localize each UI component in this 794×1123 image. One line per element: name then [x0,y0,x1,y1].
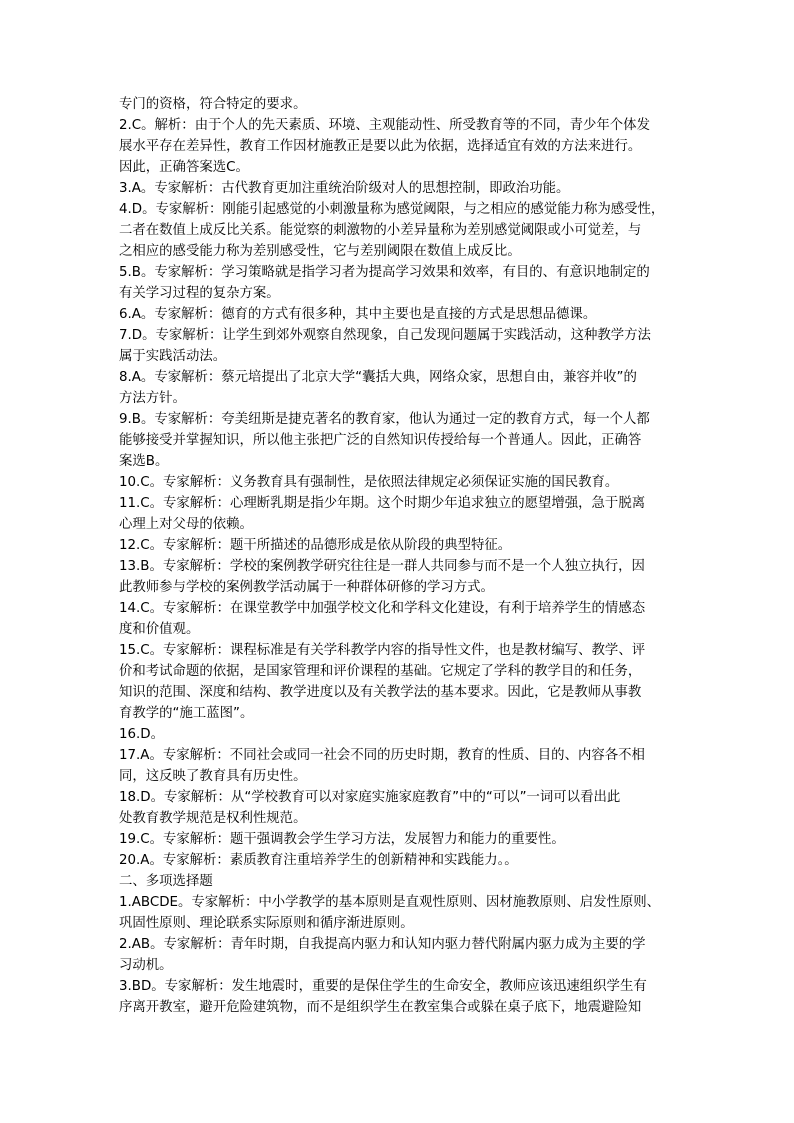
document-page [119,94,685,1018]
text-line: 习动机。 [119,958,173,973]
answer-11-c: 11.C。专家解析：心理断乳期是指少年期。这个时期少年追求独立的愿望增强，急于脱离 [119,496,646,511]
text-line: 此教师参与学校的案例教学活动属于一种群体研修的学习方式。 [119,580,494,595]
text-line: 度和价值观。 [119,622,200,637]
answer-5-b: 5.B。专家解析：学习策略就是指学习者为提高学习效果和效率，有目的、有意识地制定的 [119,265,650,280]
section-heading-multiple-choice: 二、多项选择题 [119,874,213,889]
answer-mc-1-abcde: 1.ABCDE。专家解析：中小学教学的基本原则是直观性原则、因材施教原则、启发性原则、 [119,895,661,910]
answer-10-c: 10.C。专家解析：义务教育具有强制性，是依照法律规定必须保证实施的国民教育。 [119,475,619,490]
text-line: 方法方针。 [119,391,186,406]
text-line: 二者在数值上成反比关系。能觉察的刺激物的小差异量称为差别感觉阈限或小可觉差，与 [119,223,642,238]
answer-15-c: 15.C。专家解析：课程标准是有关学科教学内容的指导性文件，也是教材编写、教学、评 [119,643,646,658]
answer-3-a: 3.A。专家解析：古代教育更加注重统治阶级对人的思想控制，即政治功能。 [119,181,570,196]
answer-19-c: 19.C。专家解析：题干强调教会学生学习方法，发展智力和能力的重要性。 [119,832,565,847]
answer-mc-2-ab: 2.AB。专家解析：青年时期，自我提高内驱力和认知内驱力替代附属内驱力成为主要的学 [119,937,646,952]
answer-4-d: 4.D。专家解析：刚能引起感觉的小刺激量称为感觉阈限，与之相应的感觉能力称为感受性， [119,202,665,217]
text-line: 案选B。 [119,454,169,469]
text-line: 价和考试命题的依据，是国家管理和评价课程的基础。它规定了学科的教学目的和任务， [119,664,642,679]
text-line: 育教学的“施工蓝图”。 [119,706,254,721]
text-line: 因此，正确答案选C。 [119,160,249,175]
text-line: 有关学习过程的复杂方案。 [119,286,280,301]
answer-18-d: 18.D。专家解析：从“学校教育可以对家庭实施家庭教育”中的“可以”一词可以看出此 [119,790,621,805]
answer-7-d: 7.D。专家解析：让学生到郊外观察自然现象，自己发现问题属于实践活动，这种教学方法 [119,328,651,343]
text-line: 心理上对父母的依赖。 [119,517,253,532]
answer-13-b: 13.B。专家解析：学校的案例教学研究往往是一群人共同参与而不是一个人独立执行，因 [119,559,645,574]
answer-20-a: 20.A。专家解析：素质教育注重培养学生的创新精神和实践能力。。 [119,853,518,868]
answer-6-a: 6.A。专家解析：德育的方式有很多种，其中主要也是直接的方式是思想品德课。 [119,307,597,322]
answer-17-a: 17.A。专家解析：不同社会或同一社会不同的历史时期，教育的性质、目的、内容各不相 [119,748,645,763]
text-line: 能够接受并掌握知识，所以他主张把广泛的自然知识传授给每一个普通人。因此，正确答 [119,433,642,448]
text-line: 专门的资格，符合特定的要求。 [119,97,307,112]
answer-16-d: 16.D。 [119,727,164,742]
text-line: 知识的范围、深度和结构、教学进度以及有关教学法的基本要求。因此，它是教师从事教 [119,685,642,700]
answer-14-c: 14.C。专家解析：在课堂教学中加强学校文化和学科文化建设，有利于培养学生的情感态 [119,601,646,616]
answer-mc-3-bd: 3.BD。专家解析：发生地震时，重要的是保住学生的生命安全，教师应该迅速组织学生有 [119,979,647,994]
text-line: 处教育教学规范是权利性规范。 [119,811,307,826]
answer-9-b: 9.B。专家解析：夸美纽斯是捷克著名的教育家，他认为通过一定的教育方式，每一个人都 [119,412,650,427]
text-line: 展水平存在差异性，教育工作因材施教正是要以此为依据，选择适宜有效的方法来进行。 [119,139,642,154]
text-line: 之相应的感受能力称为差别感受性，它与差别阈限在数值上成反比。 [119,244,521,259]
answer-12-c: 12.C。专家解析：题干所描述的品德形成是依从阶段的典型特征。 [119,538,512,553]
text-line: 属于实践活动法。 [119,349,227,364]
text-line: 巩固性原则、理论联系实际原则和循序渐进原则。 [119,916,414,931]
answer-8-a: 8.A。专家解析：蔡元培提出了北京大学“囊括大典，网络众家，思想自由，兼容并收”的 [119,370,637,385]
answer-2-c: 2.C。解析：由于个人的先天素质、环境、主观能动性、所受教育等的不同，青少年个体发 [119,118,650,133]
text-line: 序离开教室，避开危险建筑物，而不是组织学生在教室集合或躲在桌子底下，地震避险知 [119,1000,642,1015]
text-line: 同，这反映了教育具有历史性。 [119,769,307,784]
